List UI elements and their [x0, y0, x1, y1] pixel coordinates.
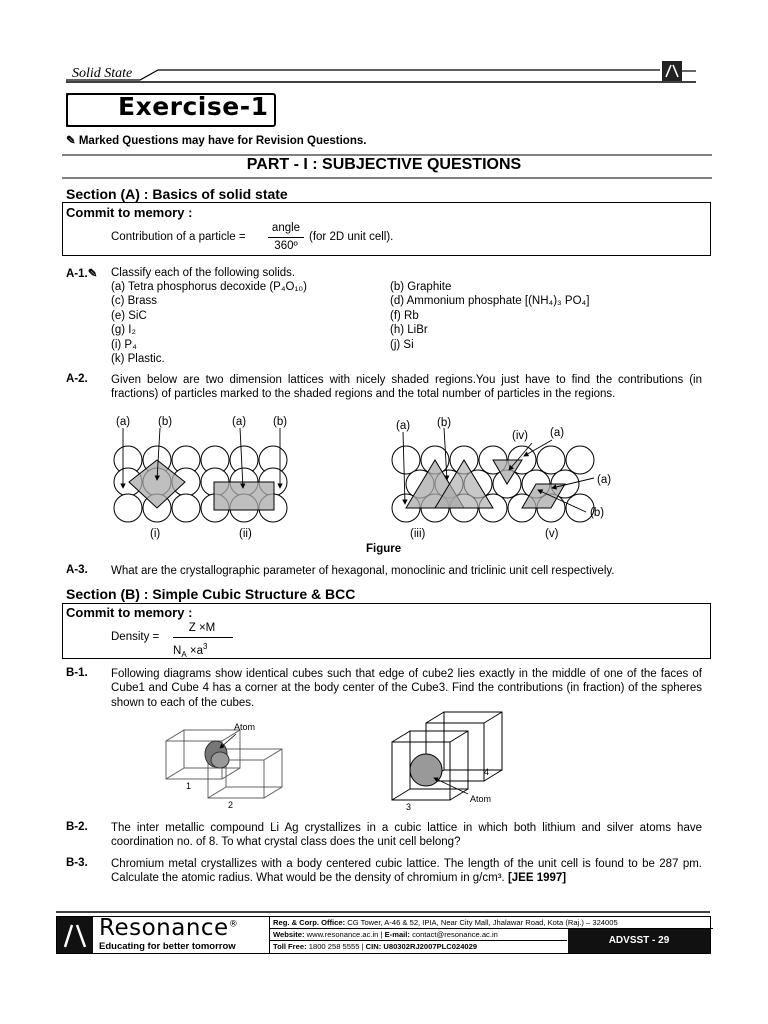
question-number: B-3.: [66, 857, 88, 869]
label-a: (a): [116, 416, 131, 428]
atom-label: Atom: [470, 794, 492, 804]
label-iii: (iii): [410, 528, 426, 540]
label-b: (b): [158, 416, 173, 428]
label-v: (v): [545, 528, 559, 540]
question-number: B-2.: [66, 821, 88, 833]
label-b: (b): [437, 417, 452, 429]
question-number: A-3.: [66, 564, 88, 576]
question-text: Chromium metal crystallizes with a body centered cubic lattice. The length of the unit cell is found to be 287 pm. Calculate the atomic radius. What would be the density of chromium in g/cm³. [JEE 1997]: [111, 858, 702, 885]
question-text: What are the crystallographic parameter of hexagonal, monoclinic and triclinic unit cell respectively.: [111, 565, 615, 577]
revision-note: ✎ Marked Questions may have for Revision Questions.: [66, 135, 367, 147]
question-number: A-1.✎: [66, 268, 98, 280]
density-numerator: Z ×M: [188, 622, 216, 634]
label-ii: (ii): [239, 528, 252, 540]
cube-2-label: 2: [228, 800, 234, 810]
label-i: (i): [150, 528, 161, 540]
label-a: (a): [232, 416, 247, 428]
brand-name: Resonance®: [99, 915, 239, 941]
option-b: (b) Graphite: [390, 281, 452, 293]
page-code: ADVSST - 29: [568, 929, 710, 953]
question-number: B-1.: [66, 667, 88, 679]
cube-4-label: 4: [484, 767, 490, 777]
part-title: PART - I : SUBJECTIVE QUESTIONS: [246, 156, 522, 173]
resonance-logo: [57, 917, 93, 953]
pencil-icon: ✎: [87, 268, 98, 280]
label-b: (b): [590, 507, 605, 519]
figure-caption: Figure: [366, 543, 402, 555]
footer: [56, 916, 711, 954]
option-f: (f) Rb: [390, 309, 419, 322]
question-number: A-2.: [66, 373, 88, 385]
contact-line: Website: www.resonance.ac.in | E-mail: contact@resonance.ac.in: [270, 929, 567, 941]
cube-3-label: 3: [406, 802, 412, 812]
section-a-title: Section (A) : Basics of solid state: [66, 186, 288, 202]
label-b: (b): [273, 416, 288, 428]
label-a: (a): [550, 427, 565, 439]
option-a: (a) Tetra phosphorus decoxide (P₄O₁₀): [111, 281, 307, 293]
section-b-title: Section (B) : Simple Cubic Structure & BCC: [66, 586, 356, 602]
option-d: (d) Ammonium phosphate [(NH₄)₃ PO₄]: [390, 295, 590, 308]
footer-info: [269, 917, 710, 953]
brand-tagline: Educating for better tomorrow: [99, 941, 236, 952]
density-denominator: $N_A \times a^3$: [173, 642, 208, 660]
question-text: The inter metallic compound Li Ag crystallizes in a cubic lattice in which both lithium and silver atoms have coordination no. of 8. To what crystal class does the unit cell belong?: [111, 822, 702, 849]
label-a: (a): [597, 474, 612, 486]
option-e: (e) SiC: [111, 309, 147, 322]
tollfree-line: Toll Free: 1800 258 5555 | CIN: U80302RJ2007PLC024029: [273, 942, 478, 951]
option-j: (j) Si: [390, 338, 414, 351]
formula-label: Contribution of a particle =: [111, 231, 246, 243]
question-text: Following diagrams show identical cubes such that edge of cube2 lies exactly in the middle of one of the faces of Cube1 and Cube 4 has a corner at the body center of the Cube3. Find the contributions (in fraction) of the spheres shown to each of the cubes.: [111, 668, 702, 709]
option-c: (c) Brass: [111, 295, 157, 308]
question-text: Given below are two dimension lattices with nicely shaded regions.You just have to find the contributions (in fractions) of particles marked to the shaded regions and the total number of particles in the regions.: [111, 374, 702, 401]
option-k: (k) Plastic.: [111, 353, 165, 366]
question-text: Classify each of the following solids.: [111, 267, 296, 279]
pencil-icon: ✎: [66, 135, 76, 147]
formula-denominator: 360º: [274, 240, 298, 252]
exam-tag: [JEE 1997]: [507, 872, 567, 885]
option-g: (g) I₂: [111, 324, 136, 337]
email-link[interactable]: contact@resonance.ac.in: [412, 930, 498, 939]
label-a: (a): [396, 420, 411, 432]
option-h: (h) LiBr: [390, 324, 428, 337]
cube-1-label: 1: [186, 781, 192, 791]
office-line: Reg. & Corp. Office: CG Tower, A-46 & 52, IPIA, Near City Mall, Jhalawar Road, Kota (Raj.) – 324005: [270, 917, 713, 929]
memory-heading: Commit to memory :: [66, 605, 193, 620]
density-label: Density =: [111, 631, 160, 643]
formula-numerator: angle: [271, 222, 301, 234]
label-iv: (iv): [512, 430, 528, 442]
memory-heading: Commit to memory :: [66, 205, 193, 220]
atom-label: Atom: [234, 722, 256, 732]
option-i: (i) P₄: [111, 338, 137, 351]
exercise-title: Exercise-1: [118, 92, 269, 121]
chapter-title: Solid State: [72, 66, 133, 81]
formula-note: (for 2D unit cell).: [309, 231, 394, 243]
website-link[interactable]: www.resonance.ac.in: [306, 930, 379, 939]
